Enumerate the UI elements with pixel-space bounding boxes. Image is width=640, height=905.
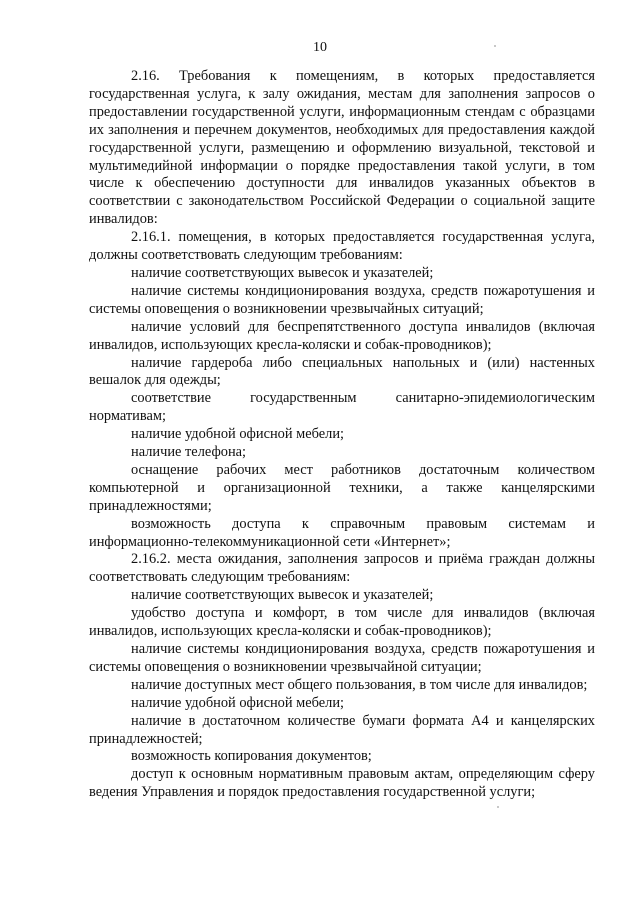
section-2-16-intro: 2.16. Требования к помещениям, в которых предоставляется государственная услуга, к залу ожидания, местам для заполнения запросов о предоставлении государственной услуги, информационным стендам с образцами их заполнения и перечнем документов, необходимых для предоставления каждой государственной услуги, размещению и оформлению визуальной, текстовой и мультимедийной информации о порядке предоставления такой услуги, в том числе к обеспечению доступности для инвалидов указанных объектов в соответствии с законодательством Российской Федерации о социальной защите инвалидов: [89, 68, 595, 228]
requirement-item: доступ к основным нормативным правовым актам, определяющим сферу ведения Управления и порядок предоставления государственной услуги; [89, 766, 595, 801]
requirement-item: наличие удобной офисной мебели; [131, 426, 345, 443]
requirement-item: возможность копирования документов; [131, 748, 372, 765]
scan-speck [497, 806, 499, 808]
requirement-item: наличие соответствующих вывесок и указателей; [131, 264, 434, 281]
section-2-16-1-heading: 2.16.1. помещения, в которых предоставляется государственная услуга, должны соответствовать следующим требованиям: [89, 229, 595, 264]
document-body [89, 68, 595, 802]
requirement-item: наличие в достаточном количестве бумаги формата А4 и канцелярских принадлежностей; [89, 712, 595, 747]
section-2-16-2-heading: 2.16.2. места ожидания, заполнения запросов и приёма граждан должны соответствовать следующим требованиям: [89, 551, 595, 586]
requirement-item: наличие доступных мест общего пользования, в том числе для инвалидов; [131, 676, 588, 693]
requirement-item: наличие условий для беспрепятственного доступа инвалидов (включая инвалидов, использующих кресла-коляски и собак-проводников); [89, 318, 595, 353]
requirement-item: соответствие государственным санитарно-эпидемиологическим нормативам; [89, 390, 595, 425]
requirement-item: наличие системы кондиционирования воздуха, средств пожаротушения и системы оповещения о возникновении чрезвычайных ситуаций; [89, 282, 595, 317]
requirement-item: наличие удобной офисной мебели; [131, 694, 345, 711]
page-number: 10 [313, 40, 327, 55]
requirement-item: оснащение рабочих мест работников достаточным количеством компьютерной и организационной техники, а также канцелярскими принадлежностями; [89, 461, 595, 514]
requirement-item: наличие соответствующих вывесок и указателей; [131, 587, 434, 604]
requirement-item: возможность доступа к справочным правовым системам и информационно-телекоммуникационной сети «Интернет»; [89, 515, 595, 550]
requirement-item: наличие телефона; [131, 444, 247, 461]
requirement-item: удобство доступа и комфорт, в том числе для инвалидов (включая инвалидов, использующих кресла-коляски и собак-проводников); [89, 605, 595, 640]
requirement-item: наличие системы кондиционирования воздуха, средств пожаротушения и системы оповещения о возникновении чрезвычайной ситуации; [89, 641, 595, 675]
requirement-item: наличие гардероба либо специальных напольных и (или) настенных вешалок для одежды; [89, 354, 595, 389]
scan-speck [494, 45, 496, 47]
